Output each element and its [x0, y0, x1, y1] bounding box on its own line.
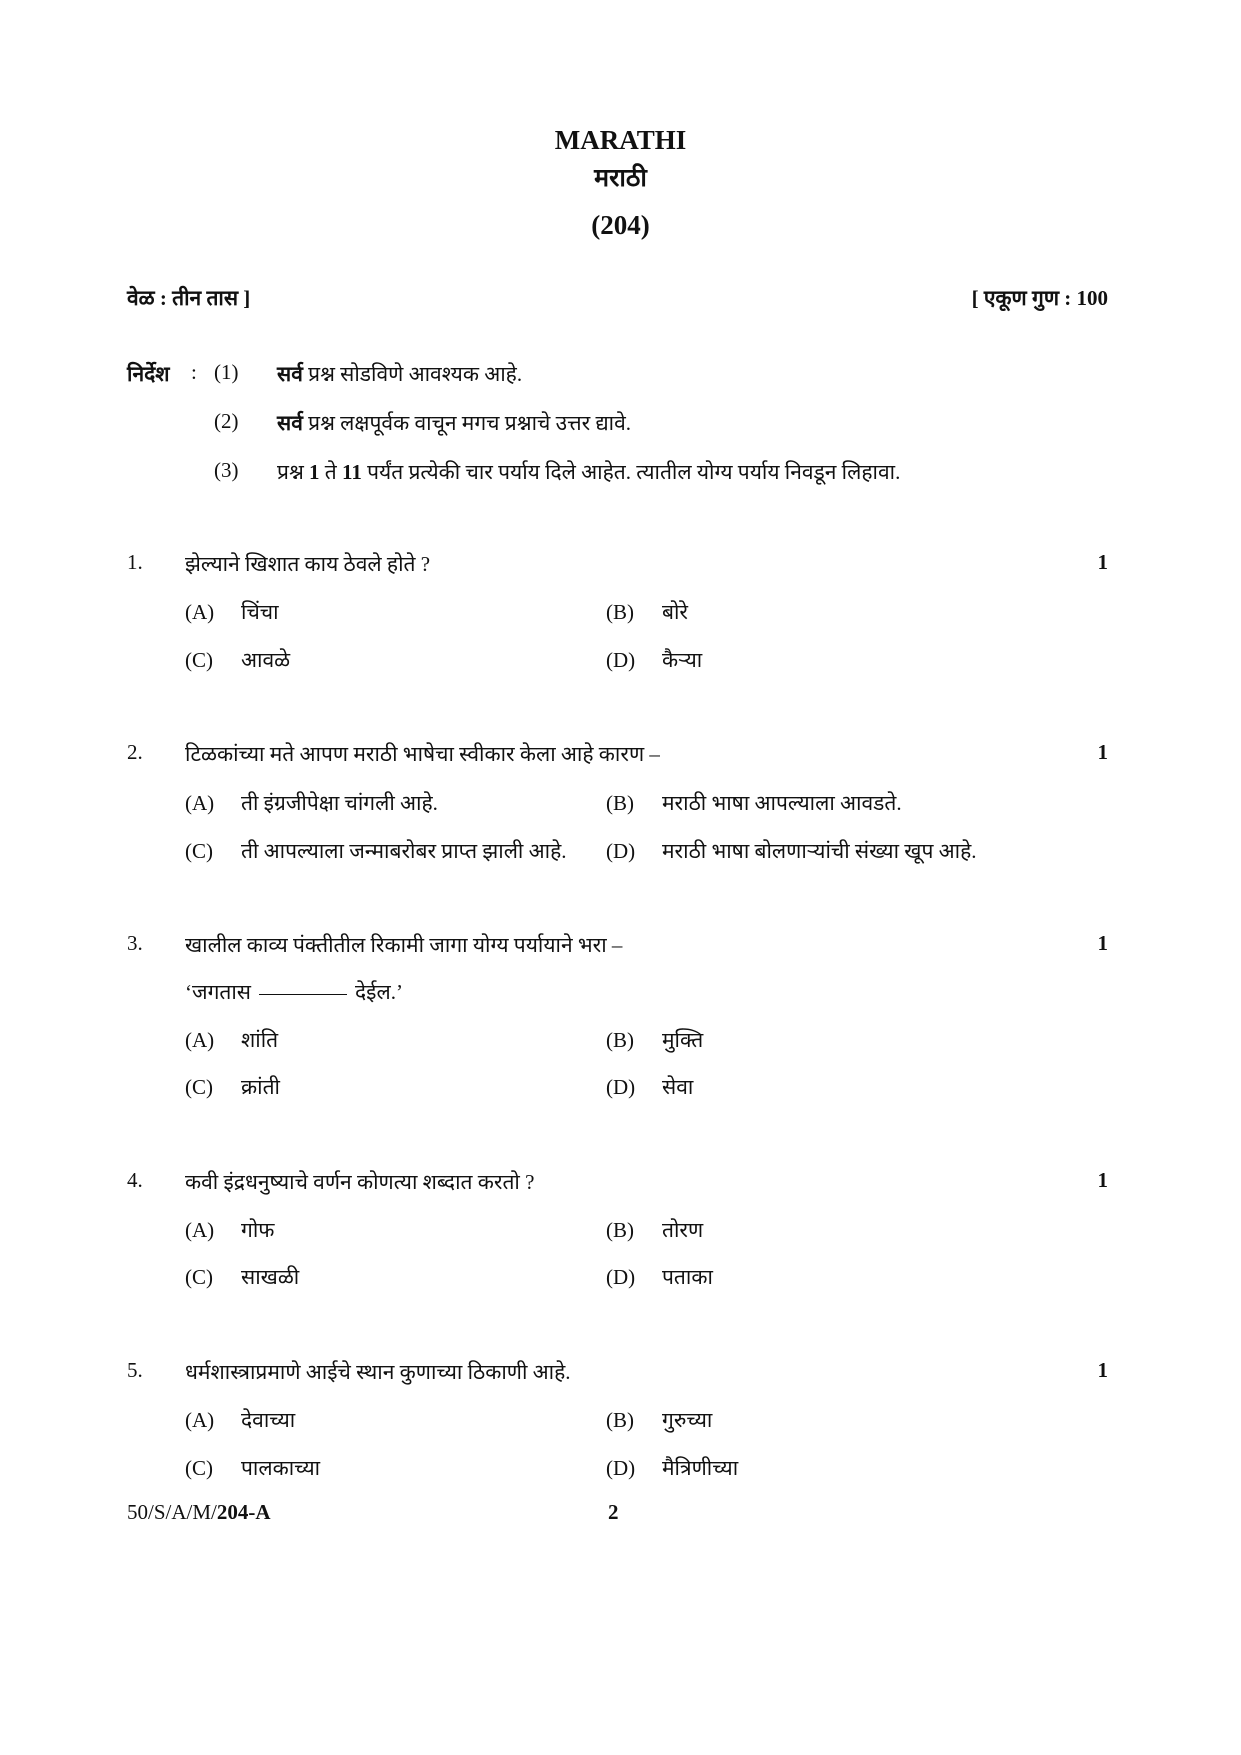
instruction-number: (3) [214, 458, 239, 482]
blank [259, 994, 347, 995]
option-a: (A) देवाच्या [185, 1408, 296, 1432]
question-number: 4. [127, 1168, 143, 1192]
option-a: (A) चिंचा [185, 600, 279, 624]
question-number: 5. [127, 1358, 143, 1382]
option-d: (D) मराठी भाषा बोलणाऱ्यांची संख्या खूप आहे. [606, 839, 977, 863]
instructions-label: निर्देश [127, 362, 170, 386]
subject-title-marathi: मराठी [594, 165, 647, 192]
question-text: खालील काव्य पंक्तीतील रिकामी जागा योग्य पर्यायाने भरा – [185, 933, 623, 957]
time-allowed: वेळ : तीन तास ] [127, 286, 251, 310]
option-d: (D) सेवा [606, 1075, 694, 1099]
option-d: (D) पताका [606, 1265, 713, 1289]
question-marks: 1 [1097, 550, 1108, 574]
question-marks: 1 [1097, 931, 1108, 955]
option-c: (C) ती आपल्याला जन्माबरोबर प्राप्त झाली आहे. [185, 839, 567, 863]
paper-code: 50/S/A/M/204-A [127, 1500, 271, 1524]
option-b: (B) तोरण [606, 1218, 704, 1242]
instruction-item: सर्व प्रश्न लक्षपूर्वक वाचून मगच प्रश्नाचे उत्तर द्यावे. [277, 411, 632, 435]
instruction-item: प्रश्न 1 ते 11 पर्यंत प्रत्येकी चार पर्याय दिले आहेत. त्यातील योग्य पर्याय निवडून लिहावा. [277, 460, 901, 484]
option-b: (B) मुक्ति [606, 1028, 704, 1052]
option-a: (A) शांति [185, 1028, 279, 1052]
instruction-number: (1) [214, 360, 239, 384]
question-text: धर्मशास्त्राप्रमाणे आईचे स्थान कुणाच्या ठिकाणी आहे. [185, 1360, 571, 1384]
instruction-item: सर्व प्रश्न सोडविणे आवश्यक आहे. [277, 362, 523, 386]
option-b: (B) बोरे [606, 600, 689, 624]
question-marks: 1 [1097, 740, 1108, 764]
option-b: (B) गुरुच्या [606, 1408, 713, 1432]
option-a: (A) गोफ [185, 1218, 275, 1242]
option-c: (C) पालकाच्या [185, 1456, 321, 1480]
subject-title-english: MARATHI [554, 125, 687, 155]
question-number: 1. [127, 550, 143, 574]
question-marks: 1 [1097, 1168, 1108, 1192]
question-number: 2. [127, 740, 143, 764]
question-text: कवी इंद्रधनुष्याचे वर्णन कोणत्या शब्दात करतो ? [185, 1170, 535, 1194]
question-marks: 1 [1097, 1358, 1108, 1382]
question-text: टिळकांच्या मते आपण मराठी भाषेचा स्वीकार केला आहे कारण – [185, 742, 660, 766]
option-a: (A) ती इंग्रजीपेक्षा चांगली आहे. [185, 791, 438, 815]
option-c: (C) आवळे [185, 648, 291, 672]
option-c: (C) क्रांती [185, 1075, 280, 1099]
question-text: झेल्याने खिशात काय ठेवले होते ? [185, 552, 431, 576]
fill-in-blank-line: ‘जगतास देईल.’ [185, 980, 403, 1004]
subject-code: (204) [591, 210, 650, 240]
option-d: (D) कैऱ्या [606, 648, 703, 672]
question-number: 3. [127, 931, 143, 955]
instructions-separator: : [191, 360, 197, 384]
option-c: (C) साखळी [185, 1265, 300, 1289]
maximum-marks: [ एकूण गुण : 100 [971, 286, 1108, 310]
page-number: 2 [608, 1500, 619, 1524]
instruction-number: (2) [214, 409, 239, 433]
option-d: (D) मैत्रिणीच्या [606, 1456, 739, 1480]
option-b: (B) मराठी भाषा आपल्याला आवडते. [606, 791, 902, 815]
